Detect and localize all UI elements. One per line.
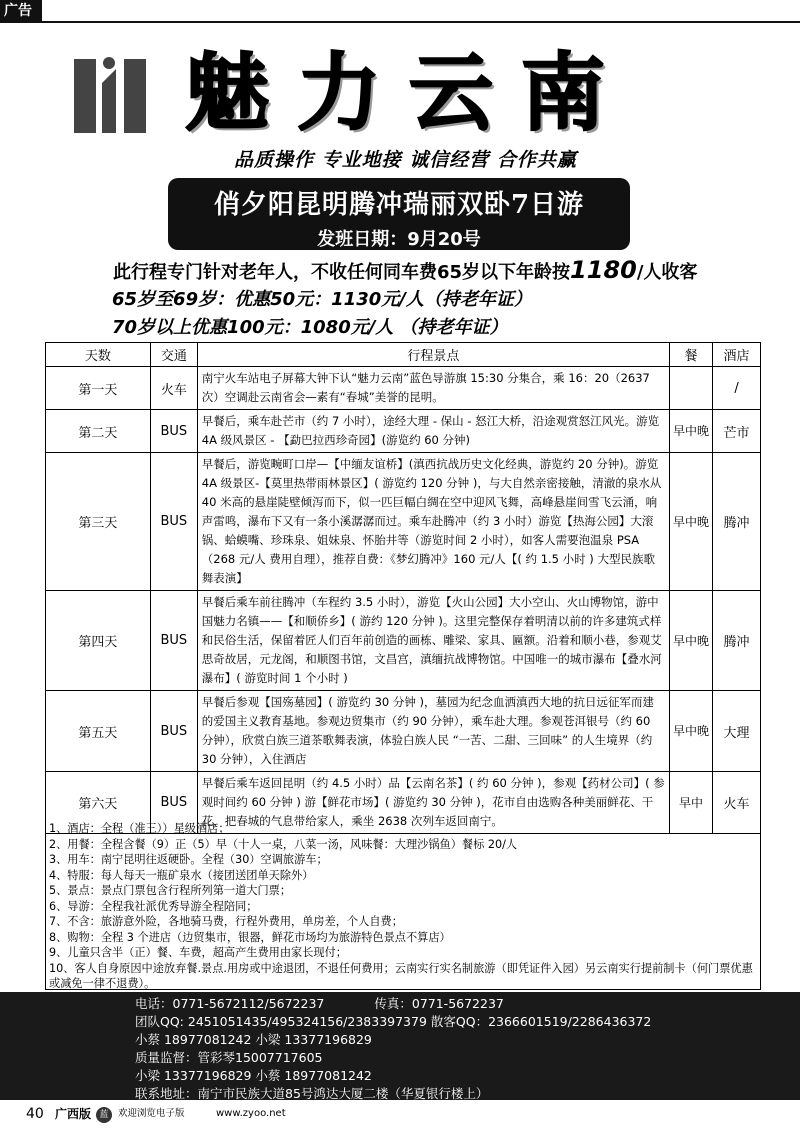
ad-divider — [0, 21, 800, 23]
brand-slogan: 品质操作 专业地接 诚信经营 合作共赢 — [234, 149, 577, 171]
departure-date: 发班日期：9月20号 — [317, 229, 481, 250]
price-discount-65: 65岁至69岁：优惠50元：1130元/人（持老年证） — [112, 289, 532, 310]
itinerary-cell: 早餐后乘车返回昆明（约 4.5 小时）品【云南名茶】( 约 60 分钟 )，参观【药材公司】( 参观时间约 60 分钟 ) 游【鲜花市场】( 游览约 30 分钟 )，花市自由选购各种美丽鲜花、干花，把春城的气息带给家人，乘坐 2638 次列车返回南宁。 — [197, 772, 669, 834]
table-row — [46, 691, 761, 772]
itinerary-cell: 早餐后乘车前往腾冲（车程约 3.5 小时），游览【火山公园】大小空山、火山博物馆，游中国魅力名镇——【和顺侨乡】( 游约 120 分钟 )。这里完整保存着明清以前的许多建筑式样和民俗生活，保留着匠人们百年前创造的画栋、雕梁、家具、匾额。沿着和顺小巷，参观艾思奇故居，元龙阁，和顺图书馆，文昌宫，滇缅抗战博物馆。中国唯一的城市瀑布【叠水河瀑布】( 游览时间 1 个小时 ) — [197, 591, 669, 691]
tour-title: 俏夕阳昆明腾冲瑞丽双卧7日游 — [213, 190, 585, 220]
contact-panel — [0, 992, 800, 1100]
note-item: 4、特服：每人每天一瓶矿泉水（接团送团单天除外） — [49, 868, 314, 882]
contact-staff-1: 小蔡 18977081242 小梁 13377196829 — [135, 1032, 372, 1047]
note-item: 10、客人自身原因中途放弃餐.景点.用房或中途退团，不退任何费用；云南实行实名制旅游（即凭证件入园）另云南实行提前制卡（何门票优惠或减免一律不退费）。 — [49, 961, 753, 990]
meal-cell — [670, 367, 713, 410]
note-item: 6、导游：全程我社派优秀导游全程陪同； — [49, 899, 258, 913]
meal-cell: 早中晚 — [670, 410, 713, 453]
transport-cell: BUS — [150, 691, 197, 772]
day-cell: 第四天 — [46, 591, 151, 691]
transport-cell: 火车 — [150, 367, 197, 410]
brand-name: 魅力云南 — [185, 44, 634, 142]
hotel-cell: 芒市 — [713, 410, 761, 453]
note-item: 7、不含：旅游意外险，各地骑马费，行程外费用，单房差，个人自费； — [49, 915, 403, 928]
tour-notes — [45, 820, 761, 990]
note-item: 9、儿童只含半（正）餐、车费，超高产生费用由家长现付； — [49, 946, 347, 959]
table-header-row — [46, 343, 761, 367]
transport-cell: BUS — [150, 772, 197, 834]
contact-fax: 传真：0771-5672237 — [374, 996, 504, 1011]
edition-badge-icon: 蓝 — [96, 1107, 112, 1123]
price-discount-70: 70岁以上优惠100元：1080元/人 （持老年证） — [112, 317, 508, 338]
itinerary-cell: 早餐后，乘车赴芒市（约 7 小时），途经大理 - 保山 - 怒江大桥，沿途观赏怒江风光。游览 4A 级风景区 - 【勐巴拉西珍奇园】(游览约 60 分钟) — [197, 410, 669, 453]
edition-label: 广西版 — [55, 1107, 92, 1121]
meal-cell: 早中 — [670, 772, 713, 834]
note-item: 5、景点：景点门票包含行程所列第一道大门票； — [49, 884, 292, 897]
itinerary-cell: 早餐后参观【国殇墓园】( 游览约 30 分钟 )，墓园为纪念血洒滇西大地的抗日远征军而建的爱国主义教育基地。参观边贸集市（约 90 分钟），乘车赴大理。参观苍洱银号（约 60 分钟），欣赏白族三道茶歌舞表演，体验白族人民 “一苦、二甜、三回味” 的人生境界（约 30 分钟），入住酒店 — [197, 691, 669, 772]
brand-logo-icon — [70, 55, 155, 137]
table-row — [46, 367, 761, 410]
contact-address: 联系地址：南宁市民族大道85号鸿达大厦二楼（华夏银行楼上） — [135, 1086, 489, 1101]
page-footer — [0, 1100, 800, 1128]
contact-supervisor: 质量监督：管彩琴15007717605 — [135, 1050, 323, 1065]
table-row — [46, 410, 761, 453]
hotel-cell: / — [713, 367, 761, 410]
page-number: 40 — [26, 1106, 44, 1122]
itinerary-table — [45, 342, 761, 834]
header-itinerary: 行程景点 — [197, 343, 669, 367]
header-transport: 交通 — [150, 343, 197, 367]
note-item: 3、用车：南宁昆明往返硬卧。全程（30）空调旅游车； — [49, 853, 328, 866]
ad-tag: 广告 — [0, 0, 42, 22]
table-row — [46, 591, 761, 691]
contact-phone-row — [135, 995, 800, 1013]
price-main — [113, 256, 697, 284]
contact-phone: 电话：0771-5672112/5672237 — [135, 996, 325, 1011]
day-cell: 第二天 — [46, 410, 151, 453]
price-main-value: 1180 — [570, 256, 637, 284]
header-meal: 餐 — [670, 343, 713, 367]
website-link[interactable]: www.zyoo.net — [216, 1108, 286, 1119]
note-item: 8、购物：全程 3 个进店（边贸集市，银器，鲜花市场均为旅游特色景点不算店） — [49, 930, 451, 944]
price-main-prefix: 此行程专门针对老年人，不收任何同车费65岁以下年龄按 — [113, 262, 571, 283]
transport-cell: BUS — [150, 453, 197, 591]
itinerary-cell: 早餐后，游览畹町口岸—【中缅友谊桥】(滇西抗战历史文化经典，游览约 20 分钟)。游览 4A 级景区-【莫里热带雨林景区】( 游览约 120 分钟 )，与大自然亲密接触，清澈的泉水从 40 米高的悬崖陡壁倾泻而下，似一匹巨幅白绸在空中迎风飞舞，高峰悬崖间雪飞云涌，响声雷鸣，瀑布下又有一条小溪潺潺而过。乘车赴腾冲（约 3 小时）游览【热海公园】大滚锅、蛤蟆嘴、珍珠泉、姐妹泉、怀胎井等（游览时间 2 小时），如客人需要泡温泉 PSA（268 元/人 费用自理），推荐自费：《梦幻腾冲》160 元/人【( 约 1.5 小时 ) 大型民族歌舞表演】 — [197, 453, 669, 591]
meal-cell: 早中晚 — [670, 453, 713, 591]
price-main-suffix: /人收客 — [636, 262, 698, 283]
table-row — [46, 453, 761, 591]
day-cell: 第五天 — [46, 691, 151, 772]
day-cell: 第三天 — [46, 453, 151, 591]
note-item: 2、用餐：全程含餐（9）正（5）早（十人一桌，八菜一汤，风味餐：大理沙锅鱼）餐标 20/人 — [49, 837, 518, 851]
transport-cell: BUS — [150, 410, 197, 453]
header-day: 天数 — [46, 343, 151, 367]
hotel-cell: 火车 — [713, 772, 761, 834]
contact-staff-2: 小梁 13377196829 小蔡 18977081242 — [135, 1068, 372, 1083]
hotel-cell: 大理 — [713, 691, 761, 772]
header-hotel: 酒店 — [713, 343, 761, 367]
contact-qq: 团队QQ: 2451051435/495324156/2383397379 散客QQ：2366601519/2286436372 — [135, 1014, 652, 1029]
transport-cell: BUS — [150, 591, 197, 691]
hotel-cell: 腾冲 — [713, 453, 761, 591]
meal-cell: 早中晚 — [670, 591, 713, 691]
meal-cell: 早中晚 — [670, 691, 713, 772]
welcome-text: 欢迎浏览电子版 — [118, 1108, 185, 1119]
note-item: 1、酒店：全程（准三））星级酒店； — [49, 822, 230, 835]
tour-banner — [168, 178, 630, 250]
day-cell: 第一天 — [46, 367, 151, 410]
day-cell: 第六天 — [46, 772, 151, 834]
hotel-cell: 腾冲 — [713, 591, 761, 691]
itinerary-cell: 南宁火车站电子屏幕大钟下认“魅力云南”蓝色导游旗 15:30 分集合，乘 16：20（2637 次）空调赴云南省会—素有“春城”美誉的昆明。 — [197, 367, 669, 410]
